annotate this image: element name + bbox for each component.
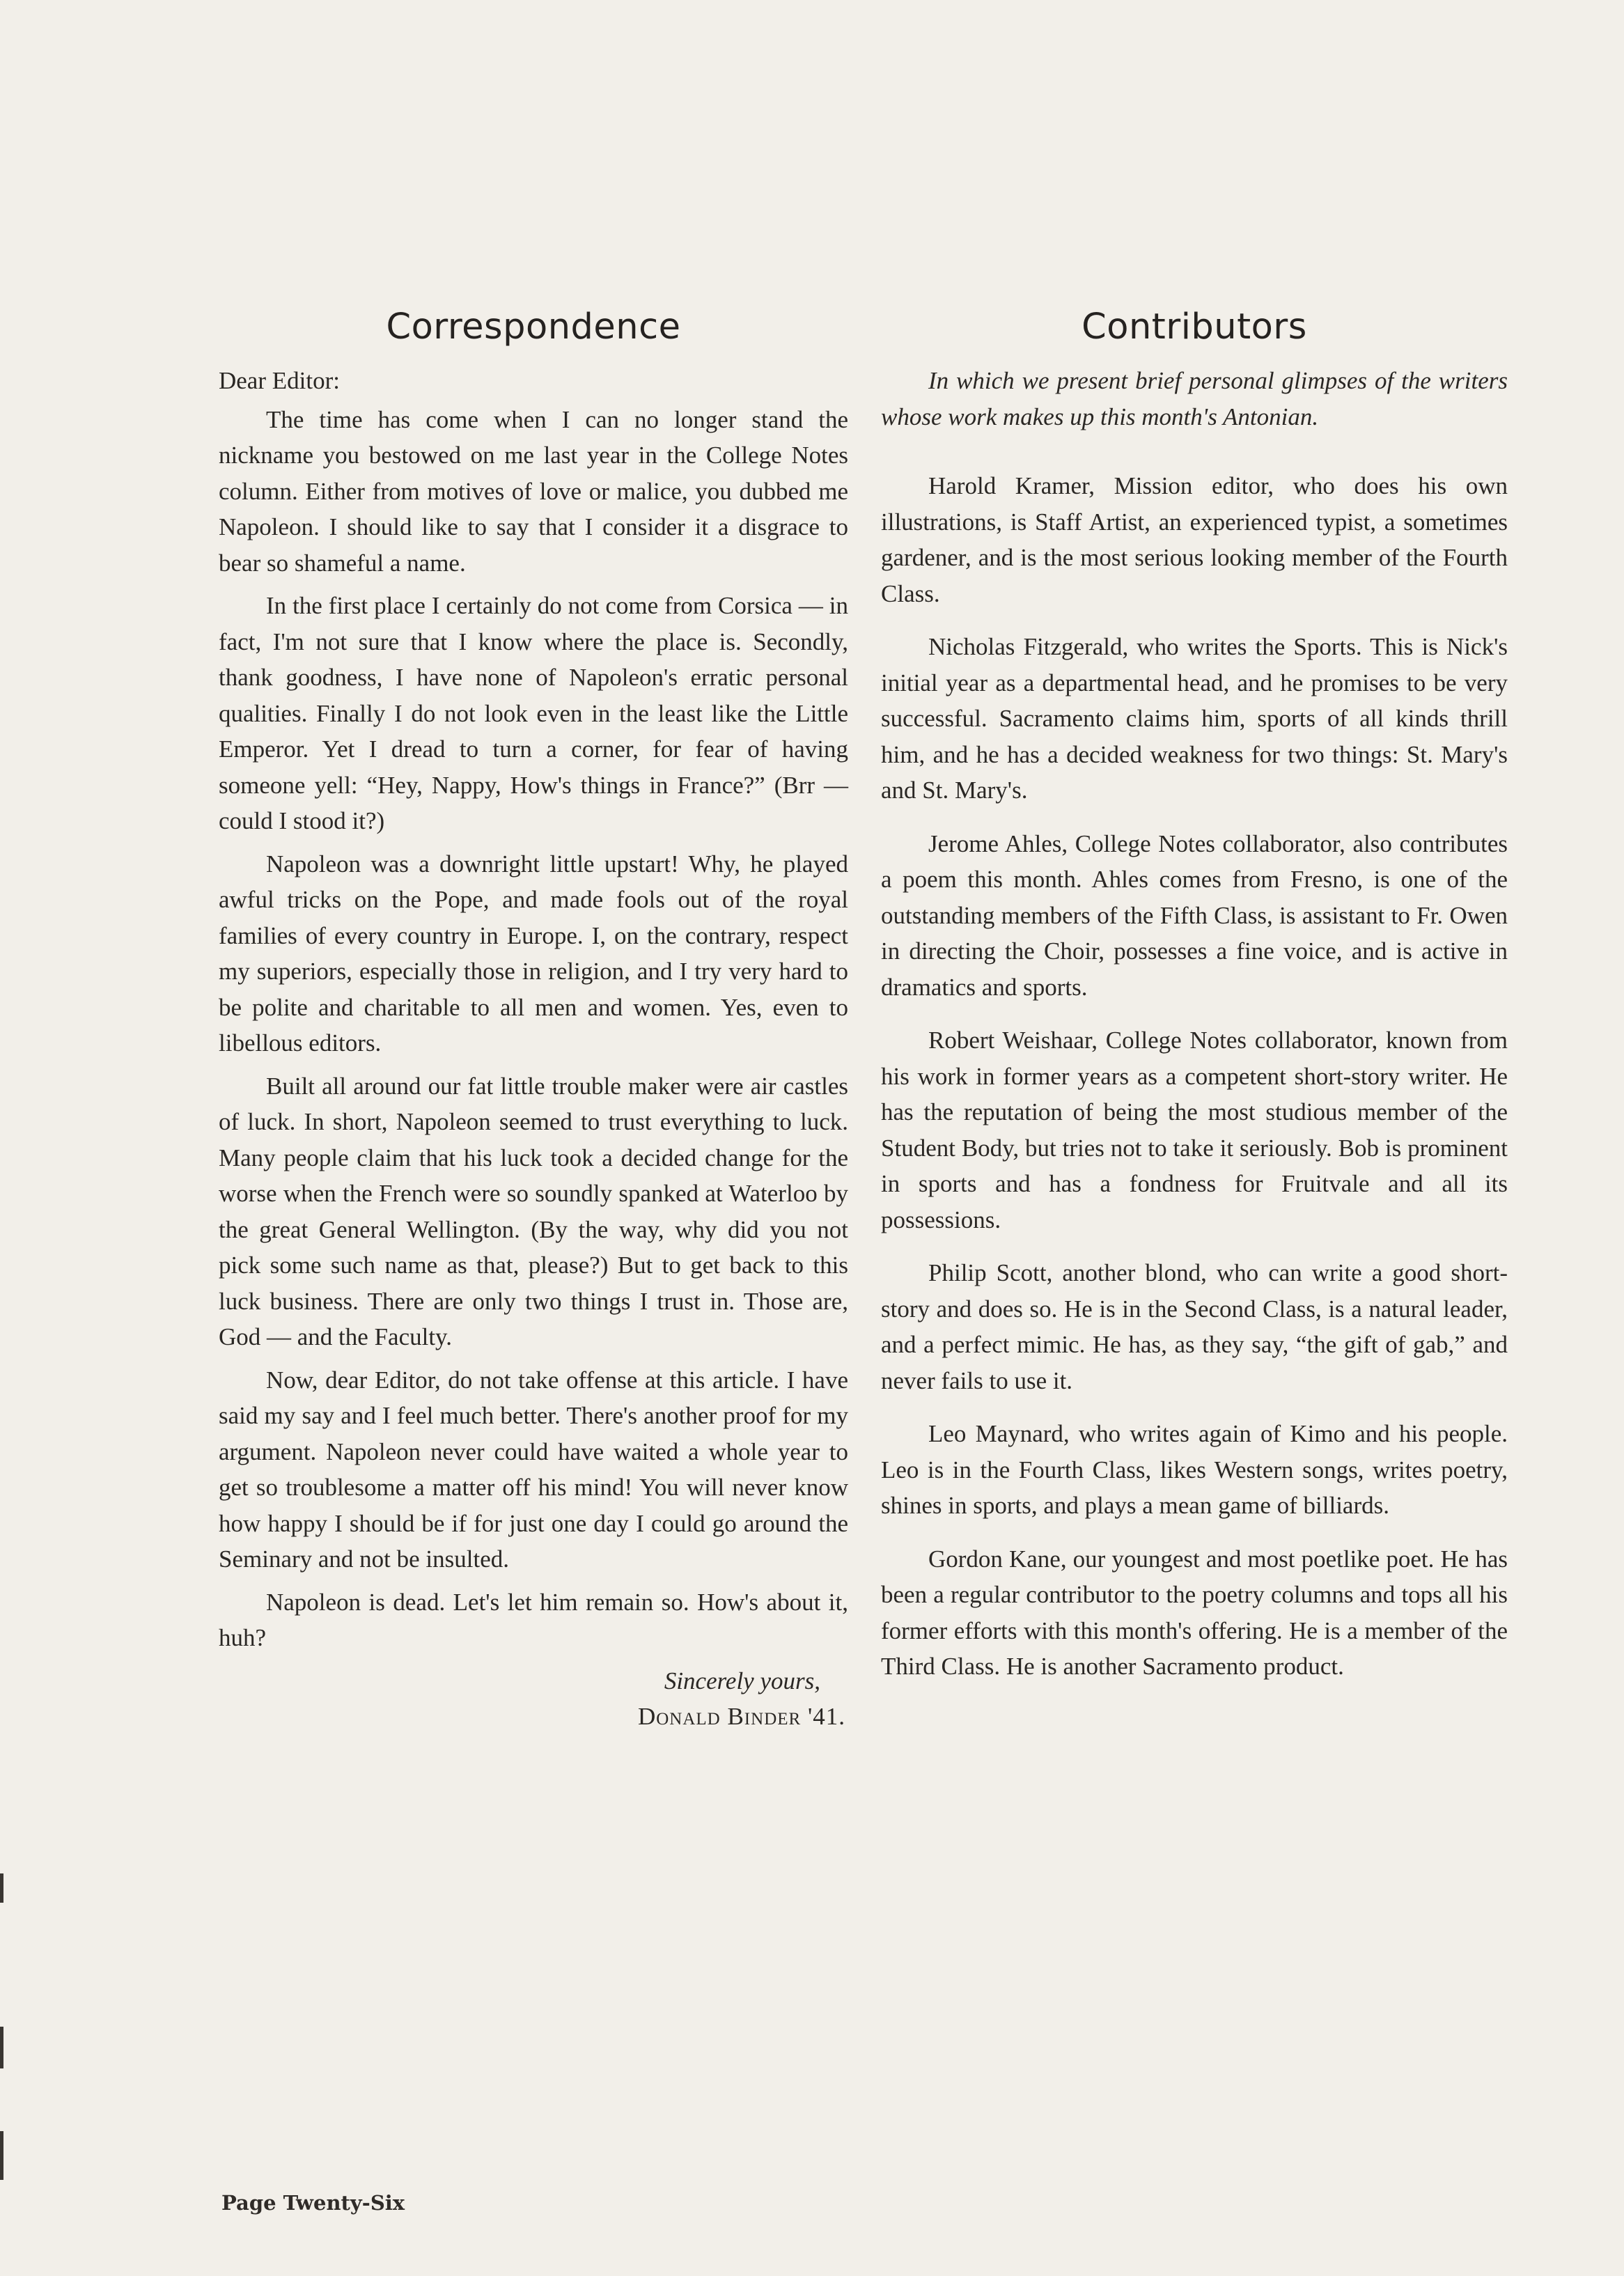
correspondence-column — [219, 306, 848, 1735]
contributor-bio: Philip Scott, another blond, who can write a good short-story and does so. He is in the Second Class, is a natural leader, and a perfect mimic. He has, as they say, “the gift of gab,” and never fails to use it. — [881, 1259, 1508, 1394]
salutation: Dear Editor: — [219, 367, 340, 394]
correspondence-heading: Correspondence — [386, 306, 681, 348]
binding-edge-mark — [0, 2027, 3, 2068]
contributors-heading: Contributors — [1082, 306, 1307, 348]
contributor-bio: Robert Weishaar, College Notes collaborator, known from his work in former years as a competent short-story writer. He has the reputation of being the most studious member of the Student Body, but tries not to take it seriously. Bob is prominent in sports and has a fondness for Fruitvale and all its possessions. — [881, 1027, 1508, 1233]
page-number: Page Twenty-Six — [221, 2191, 405, 2215]
letter-paragraph: Built all around our fat little trouble maker were air castles of luck. In short, Napoleon seemed to trust everything to luck. Many people claim that his luck took a decided change for the worse when the French were so soundly spanked at Waterloo by the great General Wellington. (By the way, why did you not pick some such name as that, please?) But to get back to this luck business. There are only two things I trust in. Those are, God — and the Faculty. — [219, 1072, 848, 1350]
letter-paragraph: Napoleon was a downright little upstart! Why, he played awful tricks on the Pope, and made fools out of the royal families of every country in Europe. I, on the contrary, respect my superiors, especially those in religion, and I try very hard to be polite and charitable to all men and women. Yes, even to libellous editors. — [219, 850, 848, 1057]
binding-edge-mark — [0, 1873, 3, 1903]
letter-paragraph: Now, dear Editor, do not take offense at this article. I have said my say and I feel much better. There's another proof for my argument. Napoleon never could have waited a whole year to get so troublesome a matter off his mind! You will never know how happy I should be if for just one day I could go around the Seminary and not be insulted. — [219, 1366, 848, 1573]
signature: Donald Binder '41. — [637, 1703, 845, 1730]
contributor-bio: Jerome Ahles, College Notes collaborator, also contributes a poem this month. Ahles comes from Fresno, is one of the outstanding members of the Fifth Class, is assistant to Fr. Owen in directing the Choir, possesses a fine voice, and is active in dramatics and sports. — [881, 829, 1508, 1001]
letter-paragraph: Napoleon is dead. Let's let him remain so. How's about it, huh? — [219, 1588, 848, 1651]
signoff: Sincerely yours, — [664, 1667, 820, 1694]
binding-edge-mark — [0, 2131, 3, 2180]
contributor-bio: Gordon Kane, our youngest and most poetlike poet. He has been a regular contributor to the poetry columns and tops all his former efforts with this month's offering. He is a member of the Third Class. He is another Sacramento product. — [881, 1545, 1508, 1680]
contributors-intro: In which we present brief personal glimpses of the writers whose work makes up this month's Antonian. — [881, 367, 1508, 430]
contributor-bio: Nicholas Fitzgerald, who writes the Sports. This is Nick's initial year as a departmental head, and he promises to be very successful. Sacramento claims him, sports of all kinds thrill him, and he has a decided weakness for two things: St. Mary's and St. Mary's. — [881, 633, 1508, 804]
letter-paragraph: In the first place I certainly do not come from Corsica — in fact, I'm not sure that I know where the place is. Secondly, thank goodness, I have none of Napoleon's erratic personal qualities. Finally I do not look even in the least like the Little Emperor. Yet I dread to turn a corner, for fear of having someone yell: “Hey, Nappy, How's things in France?” (Brr — could I stood it?) — [219, 592, 848, 834]
contributor-bio: Harold Kramer, Mission editor, who does his own illustrations, is Staff Artist, an experienced typist, a sometimes gardener, and is the most serious looking member of the Fourth Class. — [881, 472, 1508, 607]
letter-paragraph: The time has come when I can no longer stand the nickname you bestowed on me last year in the College Notes column. Either from motives of love or malice, you dubbed me Napoleon. I should like to say that I consider it a disgrace to bear so shameful a name. — [219, 405, 848, 577]
contributor-bio: Leo Maynard, who writes again of Kimo and his people. Leo is in the Fourth Class, likes Western songs, writes poetry, shines in sports, and plays a mean game of billiards. — [881, 1420, 1508, 1519]
contributors-column — [881, 306, 1508, 1702]
